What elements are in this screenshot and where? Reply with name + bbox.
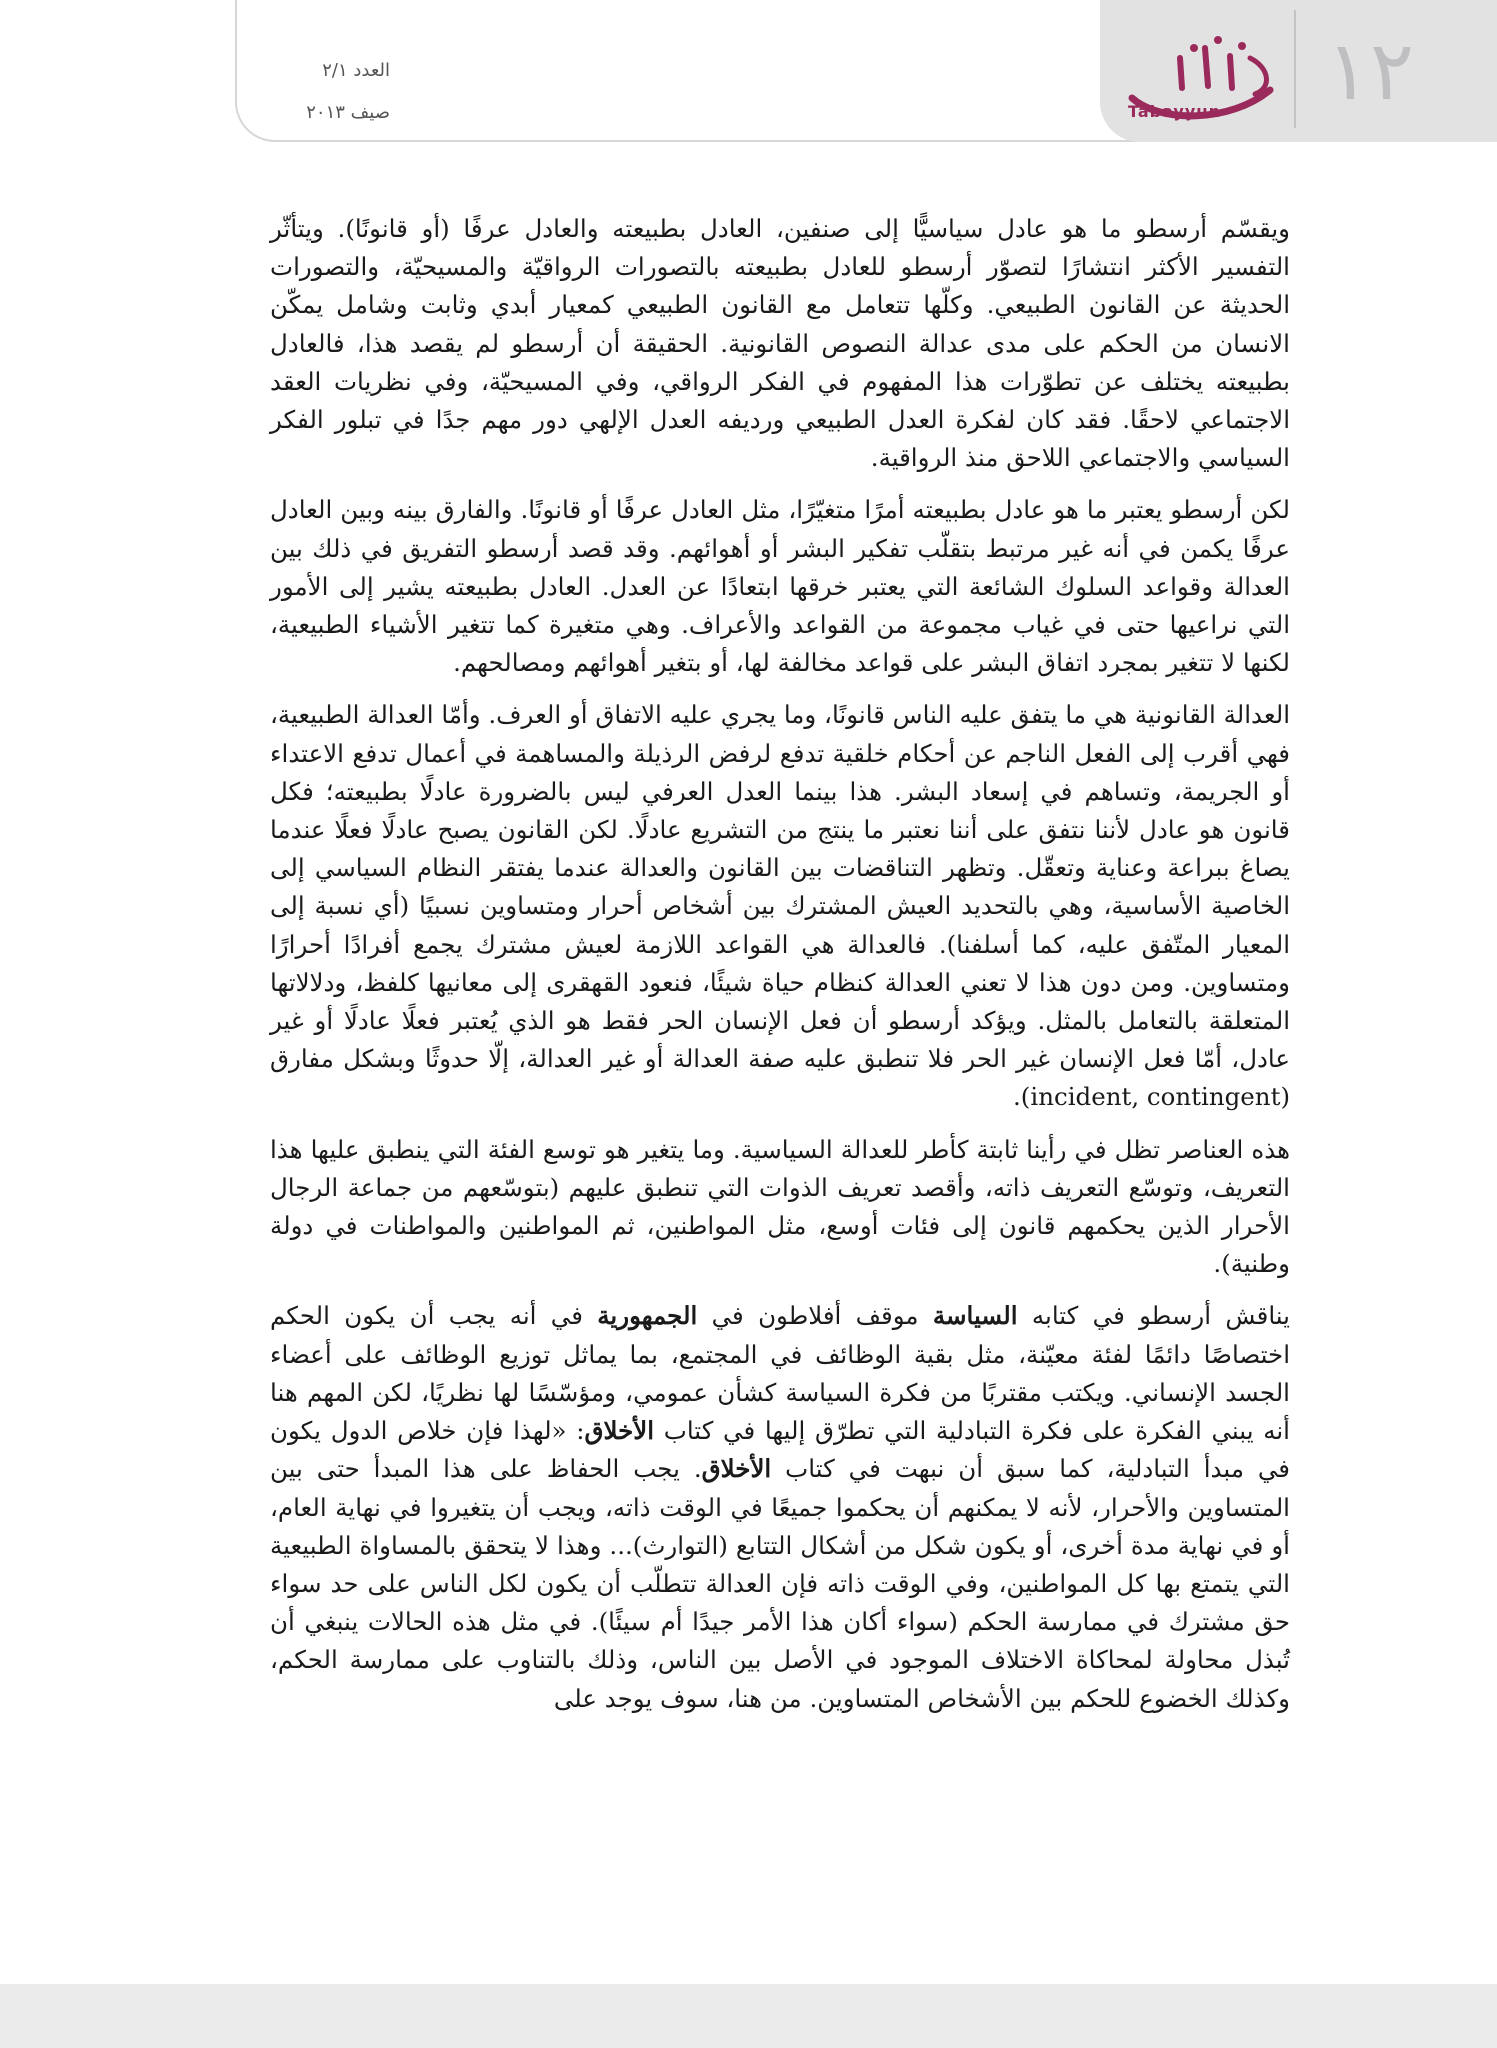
text-run: في أنه يجب أن يكون الحكم اختصاصًا دائمًا لفئة معيّنة، مثل بقية الوظائف في المجتمع، بما يماثل توزيع الوظائف على أعضاء الجسد الإنساني. ويكتب مقتربًا من فكرة السياسة كشأن عمومي، ومؤسّسًا لها نظريًا، لكن المهم هنا أنه يبني الفكرة على فكرة التبادلية التي تطرّق إليها في كتاب [270, 1301, 1290, 1446]
text-run: موقف أفلاطون في [697, 1301, 933, 1331]
text-run: يناقش أرسطو في كتابه [1017, 1301, 1290, 1331]
paragraph: ويقسّم أرسطو ما هو عادل سياسيًّا إلى صنفين، العادل بطبيعته والعادل عرفًا (أو قانونًا). ويتأثّر التفسير الأكثر انتشارًا لتصوّر أرسطو للعادل بطبيعته بالتصورات الرواقيّة والمسيحيّة، والتصورات الحديثة عن القانون الطبيعي. وكلّها تتعامل مع القانون الطبيعي كمعيار أبدي وثابت وشامل يمكّن الانسان من الحكم على مدى عدالة النصوص القانونية. الحقيقة أن أرسطو لم يقصد هذا، فالعادل بطبيعته يختلف عن تطوّرات هذا المفهوم في الفكر الرواقي، وفي المسيحيّة، وفي نظريات العقد الاجتماعي لاحقًا. فقد كان لفكرة العدل الطبيعي ورديفه العدل الإلهي دور مهم جدًا في تبلور الفكر السياسي والاجتماعي اللاحق منذ الرواقية. [270, 214, 1290, 473]
book-title-ethics: الأخلاق [584, 1416, 655, 1446]
paragraph: العدالة القانونية هي ما يتفق عليه الناس قانونًا، وما يجري عليه الاتفاق أو العرف. وأمّا العدالة الطبيعية، فهي أقرب إلى الفعل الناجم عن أحكام خلقية تدفع لرفض الرذيلة والمساهمة في أعمال تدفع الاعتداء أو الجريمة، وتساهم في إسعاد البشر. هذا بينما العدل العرفي ليس بالضرورة عادلًا بطبيعته؛ فكل قانون هو عادل لأننا نتفق على أننا نعتبر ما ينتج من التشريع عادلًا. لكن القانون يصبح عادلًا فعلًا عندما يصاغ ببراعة وعناية وتعقّل. وتظهر التناقضات بين القانون والعدالة عندما يفتقر النظام السياسي إلى الخاصية الأساسية، وهي بالتحديد العيش المشترك بين أشخاص أحرار ومتساوين نسبيًا (أي نسبة إلى المعيار المتّفق عليه، كما أسلفنا). فالعدالة هي القواعد اللازمة لعيش مشترك يجمع أفرادًا أحرارًا ومتساوين. ومن دون هذا لا تعني العدالة كنظام حياة شيئًا، فنعود القهقرى إلى معانيها كلفظ، ودلالاتها المتعلقة بالتعامل بالمثل. ويؤكد أرسطو أن فعل الإنسان الحر فقط هو الذي يُعتبر فعلًا عادلًا أو غير عادل، أمّا فعل الإنسان غير الحر فلا تنطبق عليه صفة العدالة أو غير العدالة، إلّا حدوثًا وبشكل مفارق (incident, contingent). [270, 700, 1290, 1112]
header-divider [1294, 10, 1296, 128]
text-run: : «لهذا فإن خلاص الدول يكون في مبدأ التبادلية، كما سبق أن نبهت في كتاب [270, 1416, 1291, 1484]
text-run: . يجب الحفاظ على هذا المبدأ حتى بين المتساوين والأحرار، لأنه لا يمكنهم أن يحكموا جميعًا في الوقت ذاته، ويجب أن يتغيروا في نهاية العام، أو في نهاية مدة أخرى، أو يكون شكل من أشكال التتابع (التوارث)... وهذا لا يتحقق بالمساواة الطبيعية التي يتمتع بها كل المواطنين، وفي الوقت ذاته فإن العدالة تتطلّب أن يكون لكل الناس على حد سواء حق مشترك في ممارسة الحكم (سواء أكان هذا الأمر جيدًا أم سيئًا). في مثل هذه الحالات ينبغي أن تُبذل محاولة لمحاكاة الاختلاف الموجود في الأصل بين الناس، وذلك بالتناوب على ممارسة الحكم، وكذلك الخضوع للحكم بين الأشخاص المتساوين. من هنا، سوف يوجد على [270, 1454, 1290, 1713]
issue-season: صيف ٢٠١٣ [306, 102, 390, 123]
book-title-republic: الجمهورية [597, 1301, 698, 1331]
paragraph: لكن أرسطو يعتبر ما هو عادل بطبيعته أمرًا متغيّرًا، مثل العادل عرفًا أو قانونًا. والفارق بينه وبين العادل عرفًا يكمن في أنه غير مرتبط بتقلّب تفكير البشر أو أهوائهم. وقد قصد أرسطو التفريق في ذلك بين العدالة وقواعد السلوك الشائعة التي يعتبر خرقها ابتعادًا عن العدل. العادل بطبيعته يشير إلى الأمور التي نراعيها حتى في غياب مجموعة من القواعد والأعراف. وهي متغيرة كما تتغير الأشياء الطبيعية، لكنها لا تتغير بمجرد اتفاق البشر على قواعد مخالفة لها، أو بتغير أهوائهم ومصالحهم. [270, 495, 1290, 678]
book-title-ethics: الأخلاق [701, 1454, 772, 1484]
article-body [270, 210, 1290, 1732]
page-number: ١٢ [1325, 24, 1415, 119]
issue-info [250, 50, 390, 134]
paragraph: هذه العناصر تظل في رأينا ثابتة كأطر للعدالة السياسية. وما يتغير هو توسع الفئة التي ينطبق عليها هذا التعريف، وتوسّع التعريف ذاته، وأقصد تعريف الذوات التي تنطبق عليهم (بتوسّعهم من جماعة الرجال الأحرار الذين يحكمهم قانون إلى فئات أوسع، مثل المواطنين، ثم المواطنين والمواطنات في دولة وطنية). [270, 1134, 1290, 1279]
page-footer [0, 1984, 1497, 2048]
logo-latin-text: Tabayyun [1128, 102, 1222, 121]
paragraph [270, 1297, 1290, 1717]
issue-number: العدد ٢/١ [322, 60, 390, 81]
book-title-politics: السياسة [932, 1301, 1018, 1331]
